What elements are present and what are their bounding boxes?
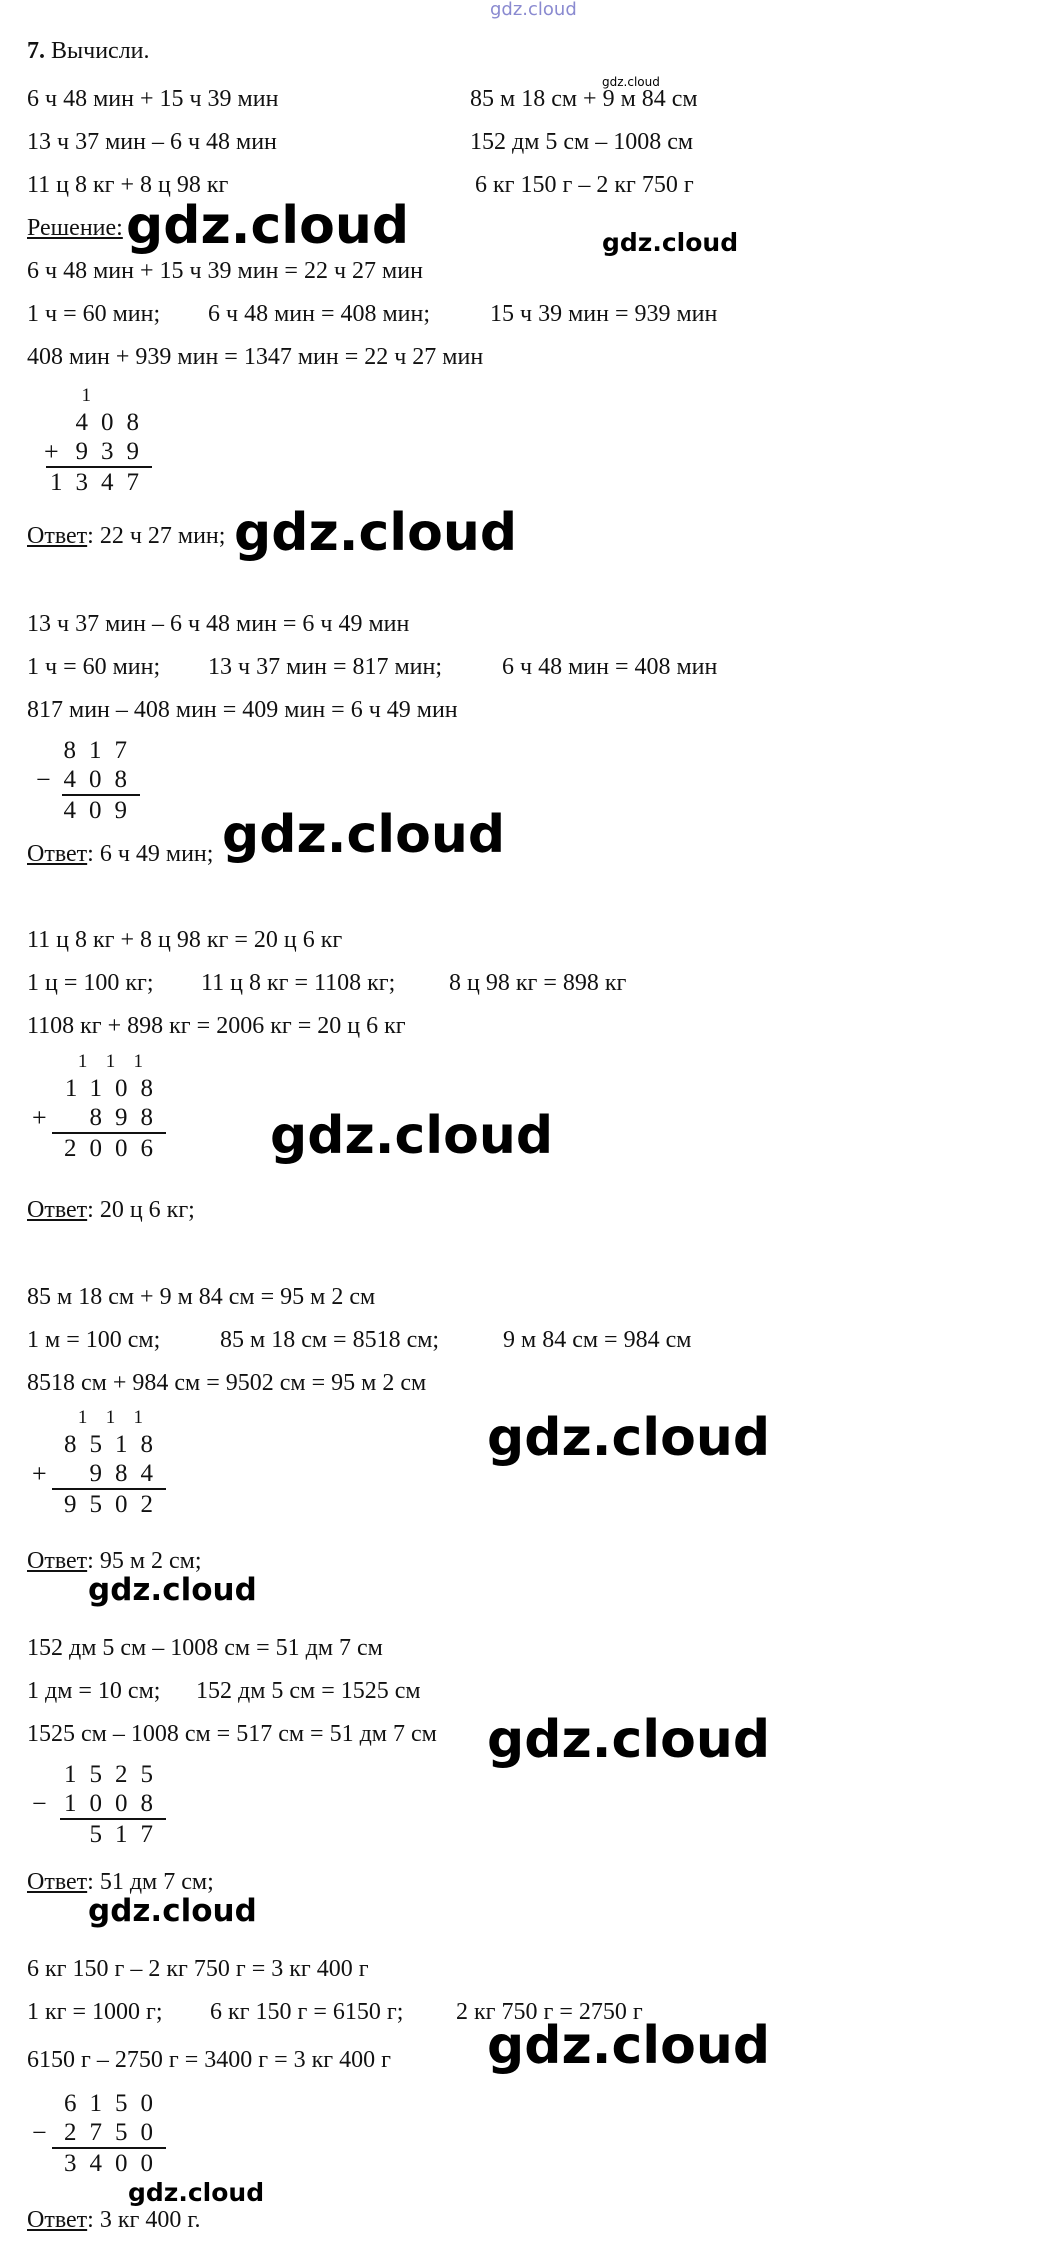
- part3-operand-a: 1108: [64, 1075, 166, 1102]
- part5-operand-a: 1525: [64, 1761, 166, 1788]
- task-row-3-right: 6 кг 150 г – 2 кг 750 г: [475, 172, 694, 198]
- part4-operand-a: 8518: [64, 1431, 166, 1458]
- watermark-top: gdz.cloud: [490, 0, 577, 20]
- part4-conv-3: 9 м 84 см = 984 см: [503, 1327, 692, 1353]
- part1-conv-1: 1 ч = 60 мин;: [27, 301, 161, 327]
- part1-operand-a: 408: [75, 409, 152, 436]
- part3-answer: Ответ: 20 ц 6 кг;: [27, 1197, 195, 1223]
- part3-result: 2006: [64, 1135, 166, 1162]
- part3-equation: 11 ц 8 кг + 8 ц 98 кг = 20 ц 6 кг: [27, 927, 343, 953]
- part3-operator: +: [32, 1103, 60, 1132]
- watermark-2: gdz.cloud: [602, 228, 739, 257]
- watermark-5: gdz.cloud: [270, 1106, 554, 1166]
- part3-column-calc: [0, 1050, 166, 1163]
- part4-operator: +: [32, 1459, 60, 1488]
- part5-operator: −: [32, 1789, 60, 1818]
- task-row-1-right: 85 м 18 см + 9 м 84 см: [470, 86, 698, 112]
- part2-column-calc: [0, 736, 140, 825]
- part2-conv-2: 13 ч 37 мин = 817 мин;: [208, 654, 443, 680]
- part5-equation: 152 дм 5 см – 1008 см = 51 дм 7 см: [27, 1635, 383, 1661]
- part1-carry: 1: [81, 385, 110, 406]
- part1-equation: 6 ч 48 мин + 15 ч 39 мин = 22 ч 27 мин: [27, 258, 423, 284]
- part6-conv-2: 6 кг 150 г = 6150 г;: [210, 1999, 404, 2025]
- part1-operator: +: [44, 437, 72, 466]
- watermark-9: gdz.cloud: [88, 1893, 257, 1929]
- part3-calc: 1108 кг + 898 кг = 2006 кг = 20 ц 6 кг: [27, 1013, 406, 1039]
- part1-result: 1347: [50, 469, 152, 496]
- part6-operand-b: − 2750: [32, 2118, 166, 2147]
- task-title: Вычисли.: [51, 38, 150, 64]
- part2-answer: Ответ: 6 ч 49 мин;: [27, 841, 214, 867]
- part1-operand-b: + 939: [44, 437, 152, 466]
- watermark-10: gdz.cloud: [487, 2016, 771, 2076]
- part2-conv-1: 1 ч = 60 мин;: [27, 654, 161, 680]
- part2-calc: 817 мин – 408 мин = 409 мин = 6 ч 49 мин: [27, 697, 458, 723]
- part4-calc: 8518 см + 984 см = 9502 см = 95 м 2 см: [27, 1370, 427, 1396]
- part6-operator: −: [32, 2118, 60, 2147]
- watermark-tiny: gdz.cloud: [602, 75, 660, 89]
- part4-result: 9502: [64, 1491, 166, 1518]
- watermark-7: gdz.cloud: [88, 1572, 257, 1608]
- part2-conv-3: 6 ч 48 мин = 408 мин: [502, 654, 718, 680]
- part3-operand-b: + 898: [32, 1103, 166, 1132]
- part1-conv-3: 15 ч 39 мин = 939 мин: [490, 301, 718, 327]
- part1-conv-2: 6 ч 48 мин = 408 мин;: [208, 301, 431, 327]
- part4-answer: Ответ: 95 м 2 см;: [27, 1548, 202, 1574]
- part5-column-calc: [0, 1760, 166, 1849]
- part2-operator: −: [36, 765, 64, 794]
- part5-calc: 1525 см – 1008 см = 517 см = 51 дм 7 см: [27, 1721, 437, 1747]
- task-row-1-left: 6 ч 48 мин + 15 ч 39 мин: [27, 86, 279, 112]
- part6-conv-1: 1 кг = 1000 г;: [27, 1999, 163, 2025]
- part5-conv-1: 1 дм = 10 см;: [27, 1678, 161, 1704]
- watermark-6: gdz.cloud: [487, 1408, 771, 1468]
- watermark-1: gdz.cloud: [126, 196, 410, 256]
- task-row-2-left: 13 ч 37 мин – 6 ч 48 мин: [27, 129, 277, 155]
- part3-conv-2: 11 ц 8 кг = 1108 кг;: [201, 970, 396, 996]
- part4-conv-1: 1 м = 100 см;: [27, 1327, 161, 1353]
- part6-column-calc: [0, 2089, 166, 2178]
- part5-result: 517: [89, 1821, 166, 1848]
- watermark-3: gdz.cloud: [234, 503, 518, 563]
- task-row-2-right: 152 дм 5 см – 1008 см: [470, 129, 694, 155]
- part6-result: 3400: [64, 2150, 166, 2177]
- part4-operand-b: + 984: [32, 1459, 166, 1488]
- part3-conv-1: 1 ц = 100 кг;: [27, 970, 154, 996]
- part6-equation: 6 кг 150 г – 2 кг 750 г = 3 кг 400 г: [27, 1956, 369, 1982]
- part6-conv-3: 2 кг 750 г = 2750 г: [456, 1999, 643, 2025]
- part1-column-calc: [0, 384, 152, 497]
- solution-label: Решение:: [27, 215, 123, 241]
- watermark-8: gdz.cloud: [487, 1710, 771, 1770]
- task-heading: [27, 37, 150, 65]
- part6-calc: 6150 г – 2750 г = 3400 г = 3 кг 400 г: [27, 2047, 391, 2073]
- part5-operand-b: − 1008: [32, 1789, 166, 1818]
- part6-answer: Ответ: 3 кг 400 г.: [27, 2207, 201, 2233]
- part3-carry: 111: [77, 1051, 162, 1072]
- part2-operand-a: 817: [63, 737, 140, 764]
- task-number: 7.: [27, 38, 45, 64]
- part2-equation: 13 ч 37 мин – 6 ч 48 мин = 6 ч 49 мин: [27, 611, 410, 637]
- part4-equation: 85 м 18 см + 9 м 84 см = 95 м 2 см: [27, 1284, 376, 1310]
- part6-operand-a: 6150: [64, 2090, 166, 2117]
- task-row-3-left: 11 ц 8 кг + 8 ц 98 кг: [27, 172, 229, 198]
- part5-conv-2: 152 дм 5 см = 1525 см: [196, 1678, 421, 1704]
- part3-conv-3: 8 ц 98 кг = 898 кг: [449, 970, 627, 996]
- part4-column-calc: [0, 1406, 166, 1519]
- watermark-4: gdz.cloud: [222, 805, 506, 865]
- watermark-11: gdz.cloud: [128, 2178, 265, 2207]
- part2-operand-b: − 408: [36, 765, 140, 794]
- part4-conv-2: 85 м 18 см = 8518 см;: [220, 1327, 440, 1353]
- part1-calc: 408 мин + 939 мин = 1347 мин = 22 ч 27 мин: [27, 344, 484, 370]
- part2-result: 409: [63, 797, 140, 824]
- part1-answer: Ответ: 22 ч 27 мин;: [27, 523, 226, 549]
- part4-carry: 111: [77, 1407, 162, 1428]
- part5-answer: Ответ: 51 дм 7 см;: [27, 1869, 214, 1895]
